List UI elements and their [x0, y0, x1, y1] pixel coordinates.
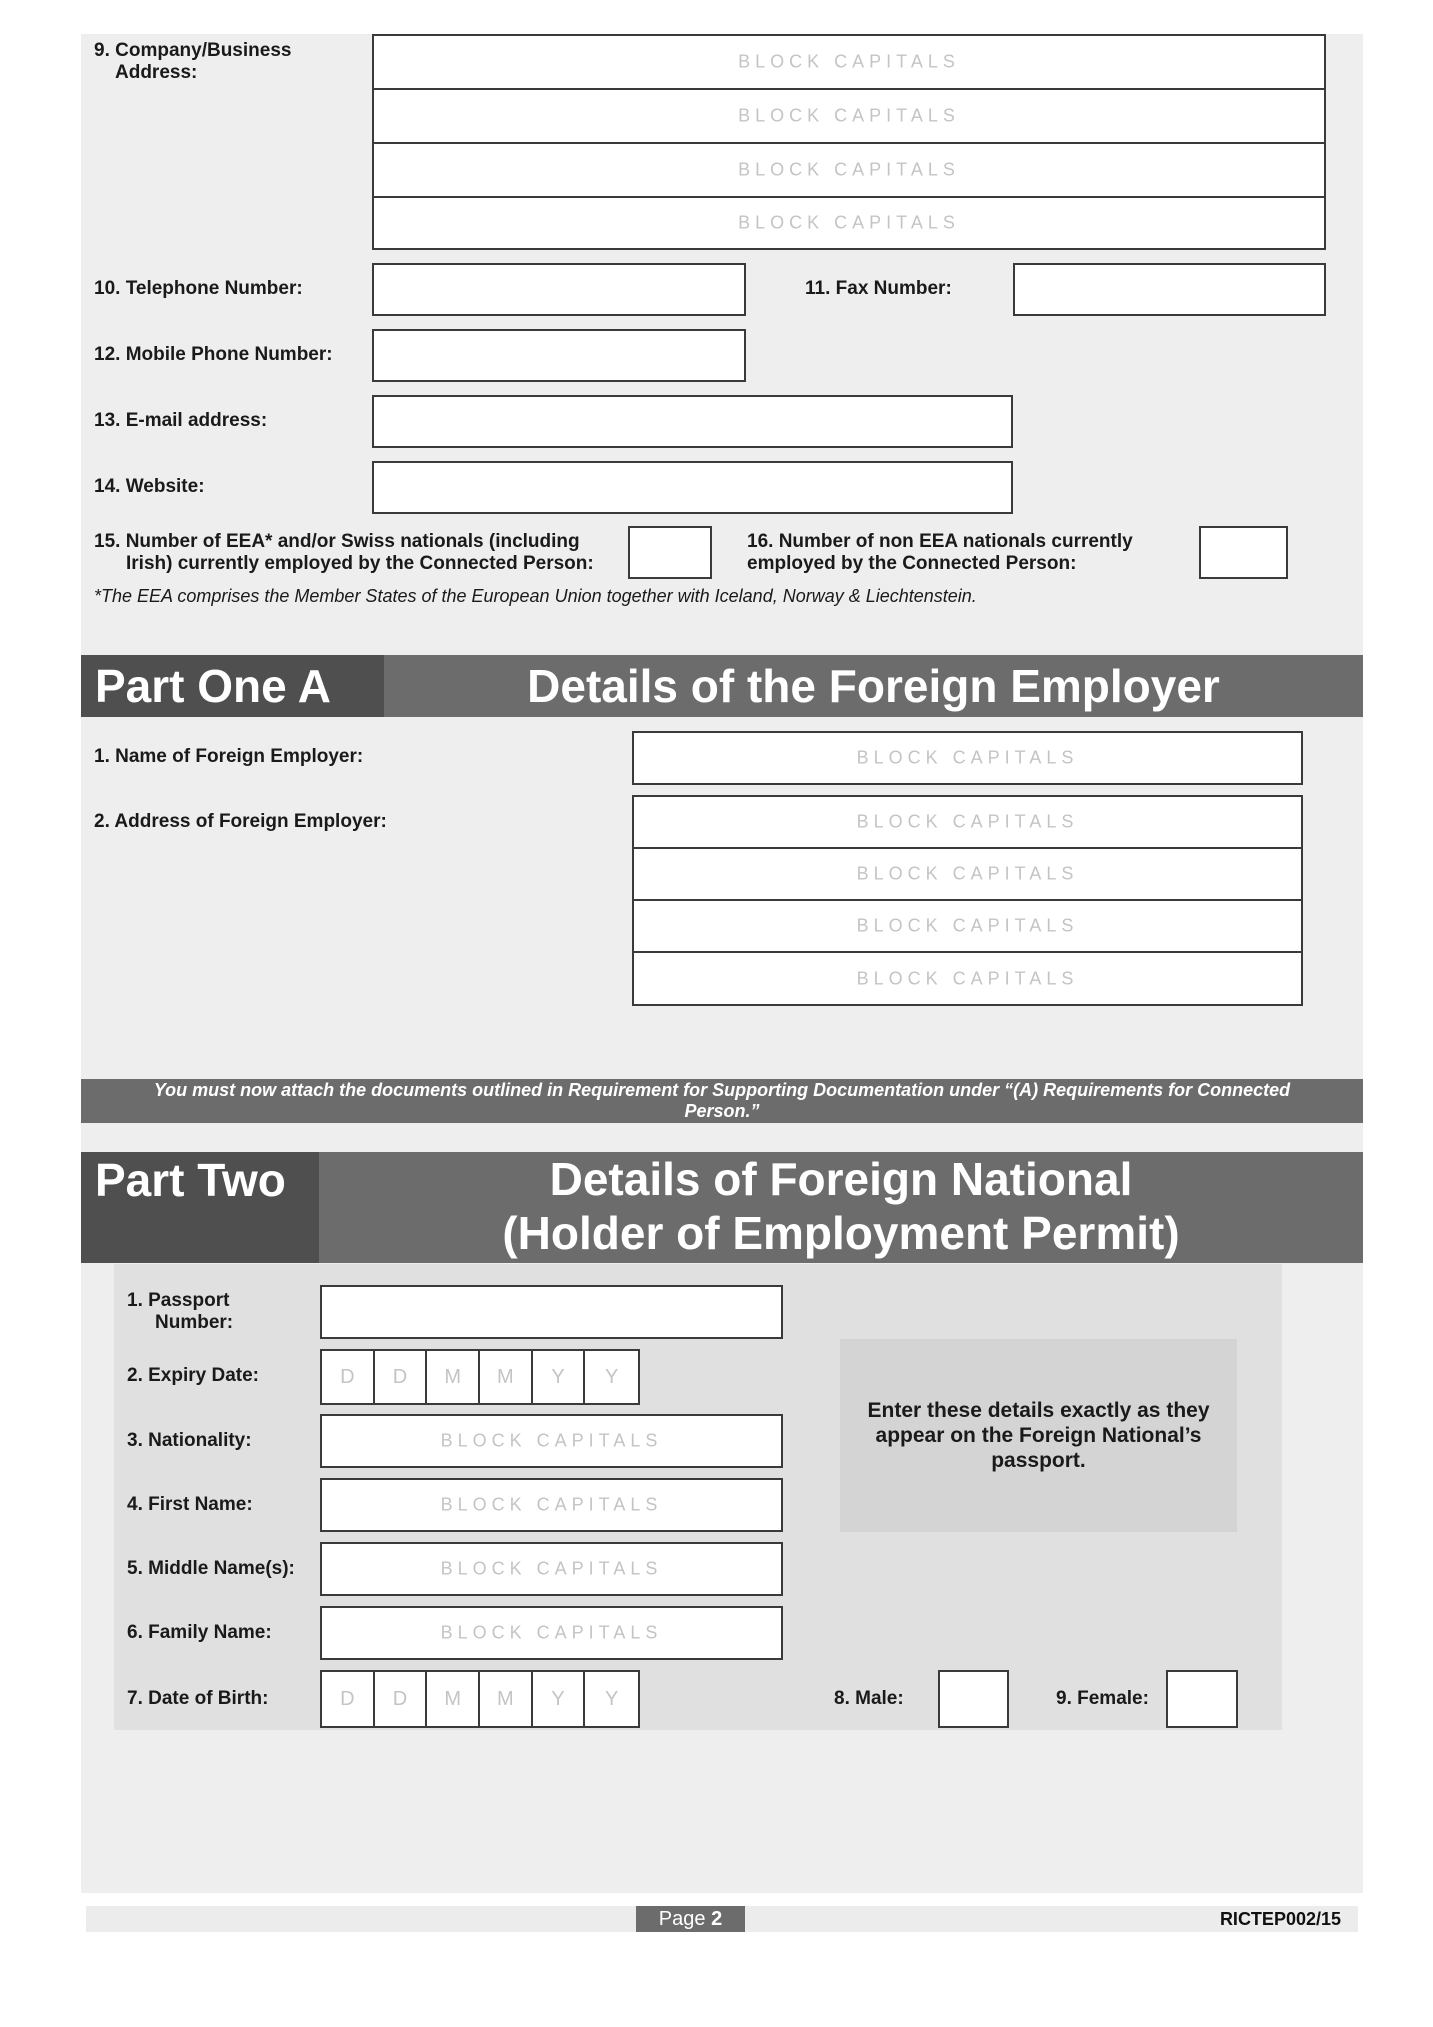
placeholder: BLOCK CAPITALS: [440, 1430, 663, 1451]
eea-nationals-label: [94, 531, 594, 575]
dob-day-2[interactable]: D: [375, 1672, 428, 1726]
placeholder: BLOCK CAPITALS: [738, 212, 960, 233]
dob-year-1[interactable]: Y: [533, 1672, 586, 1726]
male-label: 8. Male:: [834, 1688, 904, 1709]
website-input[interactable]: [372, 461, 1013, 514]
foreign-employer-name-input[interactable]: [632, 731, 1303, 785]
date-of-birth-label: 7. Date of Birth:: [127, 1688, 269, 1709]
male-checkbox[interactable]: [938, 1670, 1009, 1728]
page-label: Page: [658, 1908, 706, 1930]
placeholder: BLOCK CAPITALS: [856, 968, 1079, 988]
dob-year-2[interactable]: Y: [605, 1687, 619, 1710]
middle-name-input[interactable]: [320, 1542, 783, 1596]
placeholder: BLOCK CAPITALS: [440, 1558, 663, 1579]
company-address-label-line1: 9. Company/Business: [94, 40, 292, 61]
expiry-date-input[interactable]: [320, 1349, 640, 1405]
part-two-title-line2: (Holder of Employment Permit): [502, 1207, 1180, 1259]
company-address-line-4[interactable]: [374, 198, 1324, 248]
passport-label-line1: 1. Passport: [127, 1290, 230, 1311]
fax-label: 11. Fax Number:: [805, 278, 952, 299]
foreign-employer-address-field: [632, 795, 1303, 1006]
foreign-address-line-2[interactable]: [634, 849, 1301, 901]
non-eea-nationals-label: [747, 531, 1133, 575]
family-name-input[interactable]: [320, 1606, 783, 1660]
telephone-label: 10. Telephone Number:: [94, 278, 303, 299]
page-number: [636, 1906, 745, 1932]
dob-month-2[interactable]: M: [480, 1672, 533, 1726]
eea-label-line2: Irish) currently employed by the Connected Person:: [126, 553, 594, 574]
nationality-label: 3. Nationality:: [127, 1430, 252, 1451]
notice-line2: Person.”: [684, 1101, 760, 1121]
expiry-day-1[interactable]: D: [322, 1351, 375, 1403]
placeholder: BLOCK CAPITALS: [738, 51, 960, 72]
document-reference: RICTEP002/15: [1219, 1909, 1341, 1929]
expiry-year-2[interactable]: Y: [605, 1365, 619, 1388]
female-label: 9. Female:: [1056, 1688, 1149, 1709]
expiry-month-2[interactable]: M: [480, 1351, 533, 1403]
first-name-label: 4. First Name:: [127, 1494, 253, 1515]
company-address-field: [372, 34, 1326, 250]
mobile-input[interactable]: [372, 329, 746, 382]
placeholder: BLOCK CAPITALS: [856, 811, 1079, 832]
part-one-a-label: Part One A: [95, 660, 332, 712]
date-of-birth-input[interactable]: [320, 1670, 640, 1728]
email-label: 13. E-mail address:: [94, 410, 268, 431]
family-name-label: 6. Family Name:: [127, 1622, 272, 1643]
passport-instruction-box: Enter these details exactly as they appear on the Foreign National’s passport.: [840, 1339, 1237, 1532]
foreign-address-line-4[interactable]: [634, 953, 1301, 1004]
placeholder: BLOCK CAPITALS: [856, 915, 1079, 936]
placeholder: BLOCK CAPITALS: [856, 747, 1079, 768]
company-address-line-2[interactable]: [374, 90, 1324, 144]
nationality-input[interactable]: [320, 1414, 783, 1468]
passport-number-input[interactable]: [320, 1285, 783, 1339]
part-two-title: [319, 1152, 1363, 1260]
foreign-employer-address-label: 2. Address of Foreign Employer:: [94, 811, 387, 832]
eea-footnote: *The EEA comprises the Member States of the European Union together with Iceland, Norway & Liechtenstein.: [94, 586, 977, 606]
passport-label-line2: Number:: [155, 1312, 234, 1333]
company-address-label-line2: Address:: [115, 62, 198, 83]
placeholder: BLOCK CAPITALS: [738, 159, 960, 180]
page-number-value: 2: [711, 1908, 723, 1930]
female-checkbox[interactable]: [1166, 1670, 1238, 1728]
expiry-month-1[interactable]: M: [427, 1351, 480, 1403]
dob-day-1[interactable]: D: [322, 1672, 375, 1726]
middle-name-label: 5. Middle Name(s):: [127, 1558, 295, 1579]
first-name-input[interactable]: [320, 1478, 783, 1532]
non-eea-label-line1: 16. Number of non EEA nationals currently: [747, 531, 1133, 552]
company-address-line-3[interactable]: [374, 144, 1324, 198]
email-input[interactable]: [372, 395, 1013, 448]
company-address-label: [94, 40, 291, 84]
expiry-year-1[interactable]: Y: [533, 1351, 586, 1403]
placeholder: BLOCK CAPITALS: [738, 105, 960, 126]
non-eea-label-line2: employed by the Connected Person:: [747, 553, 1077, 574]
passport-number-label: [127, 1290, 233, 1334]
foreign-employer-name-label: 1. Name of Foreign Employer:: [94, 746, 364, 767]
website-label: 14. Website:: [94, 476, 205, 497]
part-two-label: Part Two: [95, 1154, 286, 1206]
attach-documents-notice: [81, 1079, 1363, 1123]
foreign-address-line-1[interactable]: [634, 797, 1301, 849]
eea-label-line1: 15. Number of EEA* and/or Swiss nationals (including: [94, 531, 580, 552]
eea-nationals-input[interactable]: [628, 526, 712, 579]
mobile-label: 12. Mobile Phone Number:: [94, 344, 333, 365]
expiry-day-2[interactable]: D: [375, 1351, 428, 1403]
part-one-a-title: Details of the Foreign Employer: [527, 660, 1220, 712]
placeholder: BLOCK CAPITALS: [440, 1622, 663, 1643]
placeholder: BLOCK CAPITALS: [440, 1494, 663, 1515]
foreign-address-line-3[interactable]: [634, 901, 1301, 953]
placeholder: BLOCK CAPITALS: [856, 863, 1079, 884]
non-eea-nationals-input[interactable]: [1199, 526, 1288, 579]
part-two-title-line1: Details of Foreign National: [549, 1153, 1133, 1205]
telephone-input[interactable]: [372, 263, 746, 316]
fax-input[interactable]: [1013, 263, 1326, 316]
notice-line1: You must now attach the documents outlined in Requirement for Supporting Documentation under “(A) Requirements for Connected: [153, 1080, 1291, 1100]
company-address-line-1[interactable]: [374, 36, 1324, 90]
expiry-date-label: 2. Expiry Date:: [127, 1365, 259, 1386]
dob-month-1[interactable]: M: [427, 1672, 480, 1726]
